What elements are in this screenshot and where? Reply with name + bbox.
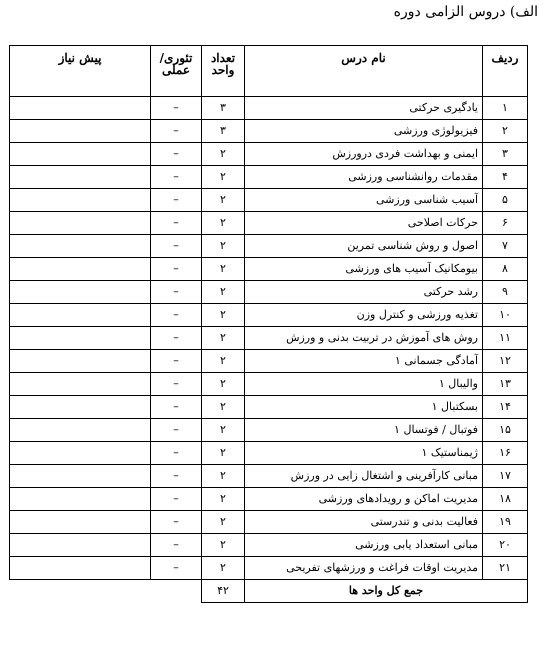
type-cell: – bbox=[151, 373, 202, 396]
course-name-cell: اصول و روش شناسی تمرین bbox=[245, 235, 483, 258]
header-course-name: نام درس bbox=[245, 46, 483, 97]
prerequisite-cell bbox=[10, 189, 151, 212]
type-cell: – bbox=[151, 235, 202, 258]
units-cell: ۲ bbox=[202, 304, 245, 327]
table-row bbox=[10, 557, 528, 580]
units-cell: ۲ bbox=[202, 212, 245, 235]
row-number-cell: ۱۹ bbox=[483, 511, 528, 534]
course-name-cell: مبانی استعداد یابی ورزشی bbox=[245, 534, 483, 557]
table-header-row bbox=[10, 46, 528, 97]
course-rows bbox=[10, 97, 528, 603]
table-row bbox=[10, 511, 528, 534]
units-cell: ۲ bbox=[202, 488, 245, 511]
course-name-cell: آمادگی جسمانی ۱ bbox=[245, 350, 483, 373]
row-number-cell: ۴ bbox=[483, 166, 528, 189]
course-name-cell: فعالیت بدنی و تندرستی bbox=[245, 511, 483, 534]
units-cell: ۲ bbox=[202, 396, 245, 419]
units-cell: ۲ bbox=[202, 511, 245, 534]
row-number-cell: ۱۱ bbox=[483, 327, 528, 350]
header-row-number: ردیف bbox=[483, 46, 528, 97]
course-name-cell: فوتبال / فوتسال ۱ bbox=[245, 419, 483, 442]
course-name-cell: مدیریت اوقات فراغت و ورزشهای تفریحی bbox=[245, 557, 483, 580]
course-name-cell: یادگیری حرکتی bbox=[245, 97, 483, 120]
table-row bbox=[10, 304, 528, 327]
row-number-cell: ۱۰ bbox=[483, 304, 528, 327]
units-cell: ۲ bbox=[202, 373, 245, 396]
table-row bbox=[10, 258, 528, 281]
units-cell: ۲ bbox=[202, 557, 245, 580]
table-row bbox=[10, 143, 528, 166]
prerequisite-cell bbox=[10, 97, 151, 120]
prerequisite-cell bbox=[10, 396, 151, 419]
course-name-cell: ایمنی و بهداشت فردی درورزش bbox=[245, 143, 483, 166]
prerequisite-cell bbox=[10, 511, 151, 534]
prerequisite-cell bbox=[10, 258, 151, 281]
type-cell: – bbox=[151, 143, 202, 166]
header-prerequisite: پیش نیاز bbox=[10, 46, 151, 97]
table-row bbox=[10, 327, 528, 350]
course-name-cell: والیبال ۱ bbox=[245, 373, 483, 396]
course-name-cell: مبانی کارآفرینی و اشتغال زایی در ورزش bbox=[245, 465, 483, 488]
row-number-cell: ۷ bbox=[483, 235, 528, 258]
course-name-cell: آسیب شناسی ورزشی bbox=[245, 189, 483, 212]
course-name-cell: رشد حرکتی bbox=[245, 281, 483, 304]
course-name-cell: فیزیولوژی ورزشی bbox=[245, 120, 483, 143]
row-number-cell: ۱ bbox=[483, 97, 528, 120]
row-number-cell: ۸ bbox=[483, 258, 528, 281]
units-cell: ۲ bbox=[202, 143, 245, 166]
row-number-cell: ۱۵ bbox=[483, 419, 528, 442]
prerequisite-cell bbox=[10, 143, 151, 166]
units-cell: ۲ bbox=[202, 166, 245, 189]
prerequisite-cell bbox=[10, 304, 151, 327]
course-name-cell: مدیریت اماکن و رویدادهای ورزشی bbox=[245, 488, 483, 511]
units-cell: ۲ bbox=[202, 350, 245, 373]
prerequisite-cell bbox=[10, 120, 151, 143]
table-row bbox=[10, 534, 528, 557]
units-cell: ۲ bbox=[202, 465, 245, 488]
course-name-cell: بسکتبال ۱ bbox=[245, 396, 483, 419]
prerequisite-cell bbox=[10, 350, 151, 373]
row-number-cell: ۱۲ bbox=[483, 350, 528, 373]
prerequisite-cell bbox=[10, 235, 151, 258]
row-number-cell: ۱۸ bbox=[483, 488, 528, 511]
type-cell: – bbox=[151, 442, 202, 465]
total-label: جمع کل واحد ها bbox=[245, 580, 528, 603]
units-cell: ۲ bbox=[202, 258, 245, 281]
type-cell: – bbox=[151, 304, 202, 327]
prerequisite-cell bbox=[10, 166, 151, 189]
prerequisite-cell bbox=[10, 465, 151, 488]
total-units: ۴۲ bbox=[202, 580, 245, 603]
table-row bbox=[10, 488, 528, 511]
row-number-cell: ۶ bbox=[483, 212, 528, 235]
prerequisite-cell bbox=[10, 442, 151, 465]
type-cell: – bbox=[151, 488, 202, 511]
row-number-cell: ۲۱ bbox=[483, 557, 528, 580]
units-cell: ۳ bbox=[202, 120, 245, 143]
type-cell: – bbox=[151, 419, 202, 442]
units-cell: ۳ bbox=[202, 97, 245, 120]
type-cell: – bbox=[151, 281, 202, 304]
table-row bbox=[10, 97, 528, 120]
type-cell: – bbox=[151, 120, 202, 143]
table-row bbox=[10, 465, 528, 488]
type-cell: – bbox=[151, 511, 202, 534]
course-name-cell: تغذیه ورزشی و کنترل وزن bbox=[245, 304, 483, 327]
prerequisite-cell bbox=[10, 419, 151, 442]
units-cell: ۲ bbox=[202, 189, 245, 212]
type-cell: – bbox=[151, 258, 202, 281]
table-row bbox=[10, 212, 528, 235]
table-row bbox=[10, 373, 528, 396]
prerequisite-cell bbox=[10, 212, 151, 235]
required-courses-table bbox=[9, 45, 528, 603]
table-row bbox=[10, 235, 528, 258]
units-cell: ۲ bbox=[202, 419, 245, 442]
course-name-cell: روش های آموزش در تربیت بدنی و ورزش bbox=[245, 327, 483, 350]
row-number-cell: ۱۶ bbox=[483, 442, 528, 465]
row-number-cell: ۹ bbox=[483, 281, 528, 304]
units-cell: ۲ bbox=[202, 534, 245, 557]
type-cell: – bbox=[151, 534, 202, 557]
prerequisite-cell bbox=[10, 488, 151, 511]
course-name-cell: بیومکانیک آسیب های ورزشی bbox=[245, 258, 483, 281]
row-number-cell: ۵ bbox=[483, 189, 528, 212]
prerequisite-cell bbox=[10, 373, 151, 396]
course-name-cell: ژیمناستیک ۱ bbox=[245, 442, 483, 465]
table-row bbox=[10, 442, 528, 465]
units-cell: ۲ bbox=[202, 327, 245, 350]
type-cell: – bbox=[151, 212, 202, 235]
type-cell: – bbox=[151, 465, 202, 488]
table-row bbox=[10, 166, 528, 189]
prerequisite-cell bbox=[10, 534, 151, 557]
units-cell: ۲ bbox=[202, 281, 245, 304]
total-row bbox=[10, 580, 528, 603]
type-cell: – bbox=[151, 97, 202, 120]
row-number-cell: ۱۷ bbox=[483, 465, 528, 488]
prerequisite-cell bbox=[10, 557, 151, 580]
prerequisite-cell bbox=[10, 281, 151, 304]
type-cell: – bbox=[151, 189, 202, 212]
course-name-cell: حرکات اصلاحی bbox=[245, 212, 483, 235]
section-heading: الف) دروس الزامی دوره bbox=[393, 4, 538, 20]
header-type: تئوری/ عملی bbox=[151, 46, 202, 97]
prerequisite-cell bbox=[10, 327, 151, 350]
table-row bbox=[10, 120, 528, 143]
units-cell: ۲ bbox=[202, 235, 245, 258]
table-row bbox=[10, 350, 528, 373]
row-number-cell: ۳ bbox=[483, 143, 528, 166]
course-name-cell: مقدمات روانشناسی ورزشی bbox=[245, 166, 483, 189]
header-units: تعداد واحد bbox=[202, 46, 245, 97]
table-row bbox=[10, 419, 528, 442]
type-cell: – bbox=[151, 327, 202, 350]
type-cell: – bbox=[151, 396, 202, 419]
type-cell: – bbox=[151, 350, 202, 373]
type-cell: – bbox=[151, 166, 202, 189]
table-row bbox=[10, 189, 528, 212]
row-number-cell: ۲۰ bbox=[483, 534, 528, 557]
row-number-cell: ۱۴ bbox=[483, 396, 528, 419]
units-cell: ۲ bbox=[202, 442, 245, 465]
type-cell: – bbox=[151, 557, 202, 580]
row-number-cell: ۲ bbox=[483, 120, 528, 143]
row-number-cell: ۱۳ bbox=[483, 373, 528, 396]
table-row bbox=[10, 281, 528, 304]
table-row bbox=[10, 396, 528, 419]
